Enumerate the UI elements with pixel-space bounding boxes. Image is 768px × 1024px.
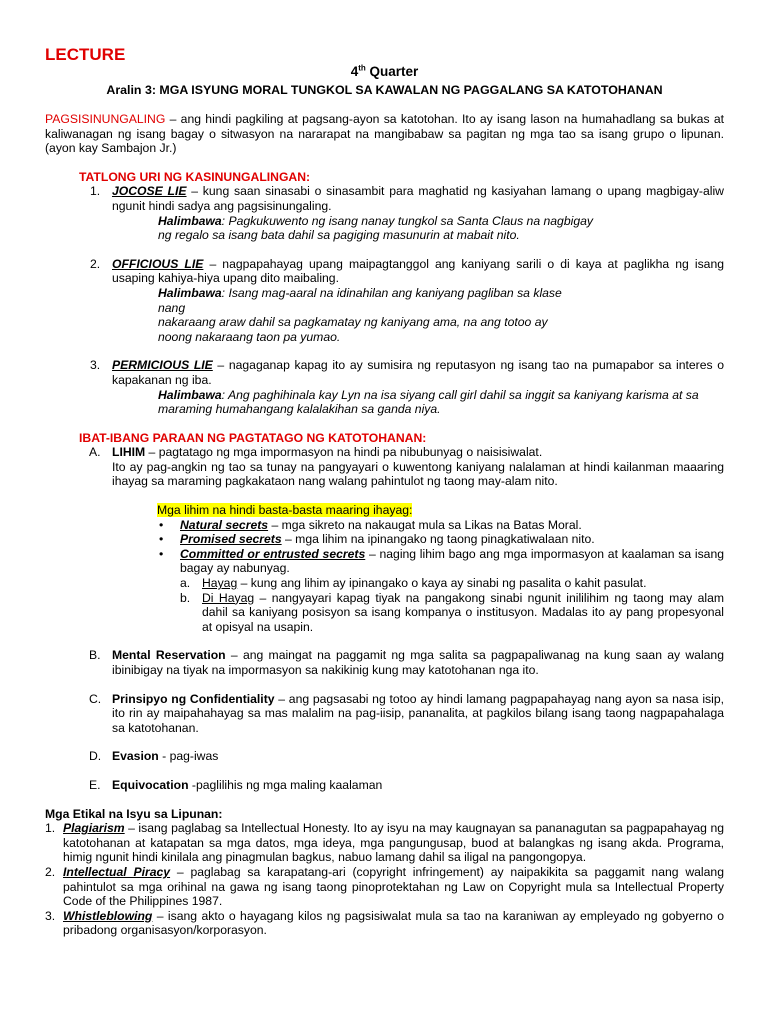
lesson-title: Aralin 3: MGA ISYUNG MORAL TUNGKOL SA KAWALAN NG PAGGALANG SA KATOTOHANAN	[106, 83, 663, 97]
ethics-heading: Mga Etikal na Isyu sa Lipunan:	[45, 806, 223, 821]
quarter-title: 4th Quarter	[350, 63, 419, 79]
ethics-item: 2. Intellectual Piracy – paglabag sa karapatang-ari (copyright infringement) ay naipakikita sa paggamit nang walang pahintulot sa mga orihinal na gawa ng isang taong pinoprotektahan ng Law on Copyright mula sa Intellectual Property Code of the Philippines 1987.	[45, 864, 724, 909]
lie-example: Halimbawa: Pagkukuwento ng isang nanay tungkol sa Santa Claus na nagbigay ng regalo sa isang bata dahil sa pagiging masunurin at mabait nito.	[158, 213, 593, 243]
lie-item: 3. PERMICIOUS LIE – nagaganap kapag ito ay sumisira ng reputasyon ng isang tao na pumapabor sa interes o kapakanan ng iba.	[90, 358, 724, 387]
secret-subitem: b. Di Hayag – nangyayari kapag tiyak na pangakong sinabi ngunit inililihim ng taong may alam dahil sa kaniyang posisyon sa isang kompanya o institusyon. Madalas ito ay pang propesyonal at opisyal na usapin.	[180, 590, 724, 634]
ethics-item: 3. Whistleblowing – isang akto o hayagang kilos ng pagsisiwalat mula sa tao na karaniwan ay empleyado ng gobyerno o pribadong organisasyon/korporasyon.	[45, 908, 724, 938]
lihim-description: Ito ay pag-angkin ng tao sa tunay na pangyayari o kuwentong kaniyang nalalaman at hindi kailanman maaaring ihayag sa maraming pagkakataon nang walang pahintulot ng taong may-alam nito.	[112, 459, 724, 489]
lie-item: 2. OFFICIOUS LIE – nagpapahayag upang maipagtanggol ang kaniyang sarili o di kaya at paglikha ng isang usaping kahiya-hiya upang dito maibaling.	[90, 256, 725, 286]
ethics-item: 1. Plagiarism – isang paglabag sa Intellectual Honesty. Ito ay isyu na may kaugnayan sa pananagutan sa pagpapahayag ng katotohanan at katapatan sa mga datos, mga ideya, mga pangungusap, buod at balangkas ng isang akda. Programa, himig ngunit hindi kinilala ang pinagmulan bagkus, nabuo lamang dahil sa iligal na pangongopya.	[45, 821, 724, 865]
way-item-confidentiality: C. Prinsipyo ng Confidentiality – ang pagsasabi ng totoo ay hindi lamang pagpapahayag nang ayon sa nasa isip, ito rin ay maipahahayag sa mas malalim na pag-iisip, pananalita, at pagkilos bilang isang taong nagpapahalaga sa katotohanan.	[89, 691, 724, 735]
secret-bullet: • Committed or entrusted secrets – naging lihim bago ang mga impormasyon at kaalaman sa isang bagay ay nabunyag.	[159, 546, 725, 576]
intro-term: PAGSISINUNGALING	[45, 112, 166, 126]
ways-heading: IBAT-IBANG PARAAN NG PAGTATAGO NG KATOTOHANAN:	[79, 430, 427, 445]
lecture-label: LECTURE	[45, 45, 126, 64]
lie-example: Halimbawa: Isang mag-aaral na idinahilan ang kaniyang pagliban sa klase nang nakaraang araw dahil sa pagkamatay ng kaniyang ama, na ang totoo ay noong nakaraang taon pa yumao.	[158, 285, 562, 344]
secret-subitem: a. Hayag – kung ang lihim ay ipinangako o kaya ay sinabi ng pasalita o kahit pasulat.	[180, 576, 647, 591]
secret-bullet: • Natural secrets – mga sikreto na nakaugat mula sa Likas na Batas Moral.	[159, 517, 582, 532]
way-item-lihim: A. LIHIM – pagtatago ng mga impormasyon na hindi pa nibubunyag o naisisiwalat.	[89, 445, 543, 460]
way-item-equivocation: E. Equivocation -paglilihis ng mga maling kaalaman	[89, 777, 383, 792]
lies-heading: TATLONG URI NG KASINUNGALINGAN:	[79, 169, 311, 184]
lie-item: 1. JOCOSE LIE – kung saan sinasabi o sinasambit para maghatid ng kasiyahan lamang o upang magbigay-aliw ngunit hindi sadya ang pagsisinungaling.	[90, 184, 724, 213]
lie-example: Halimbawa: Ang paghihinala kay Lyn na isa siyang call girl dahil sa inggit sa kaniyang karisma at sa maraming humahangang kalalakihan sa ganda niya.	[158, 387, 699, 417]
secrets-heading: Mga lihim na hindi basta-basta maaring ihayag:	[157, 503, 413, 518]
secret-bullet: • Promised secrets – mga lihim na ipinangako ng taong pinagkatiwalaan nito.	[159, 532, 595, 547]
intro-paragraph: PAGSISINUNGALING – ang hindi pagkiling at pagsang-ayon sa katotohan. Ito ay isang lason na humahadlang sa bukas at kaliwanagan ng isang bagay o sitwasyon na nararapat na mangibabaw sa pagitan ng mga tao sa isang grupo o lipunan. (ayon kay Sambajon Jr.)	[45, 112, 724, 156]
way-item-evasion: D. Evasion - pag-iwas	[89, 749, 219, 764]
way-item-mental-reservation: B. Mental Reservation – ang maingat na paggamit ng mga salita sa pagpapaliwanag na kung saan ay walang ibinibigay na tiyak na impormasyon sa nakikinig kung may katotohanan nga ito.	[89, 648, 724, 677]
